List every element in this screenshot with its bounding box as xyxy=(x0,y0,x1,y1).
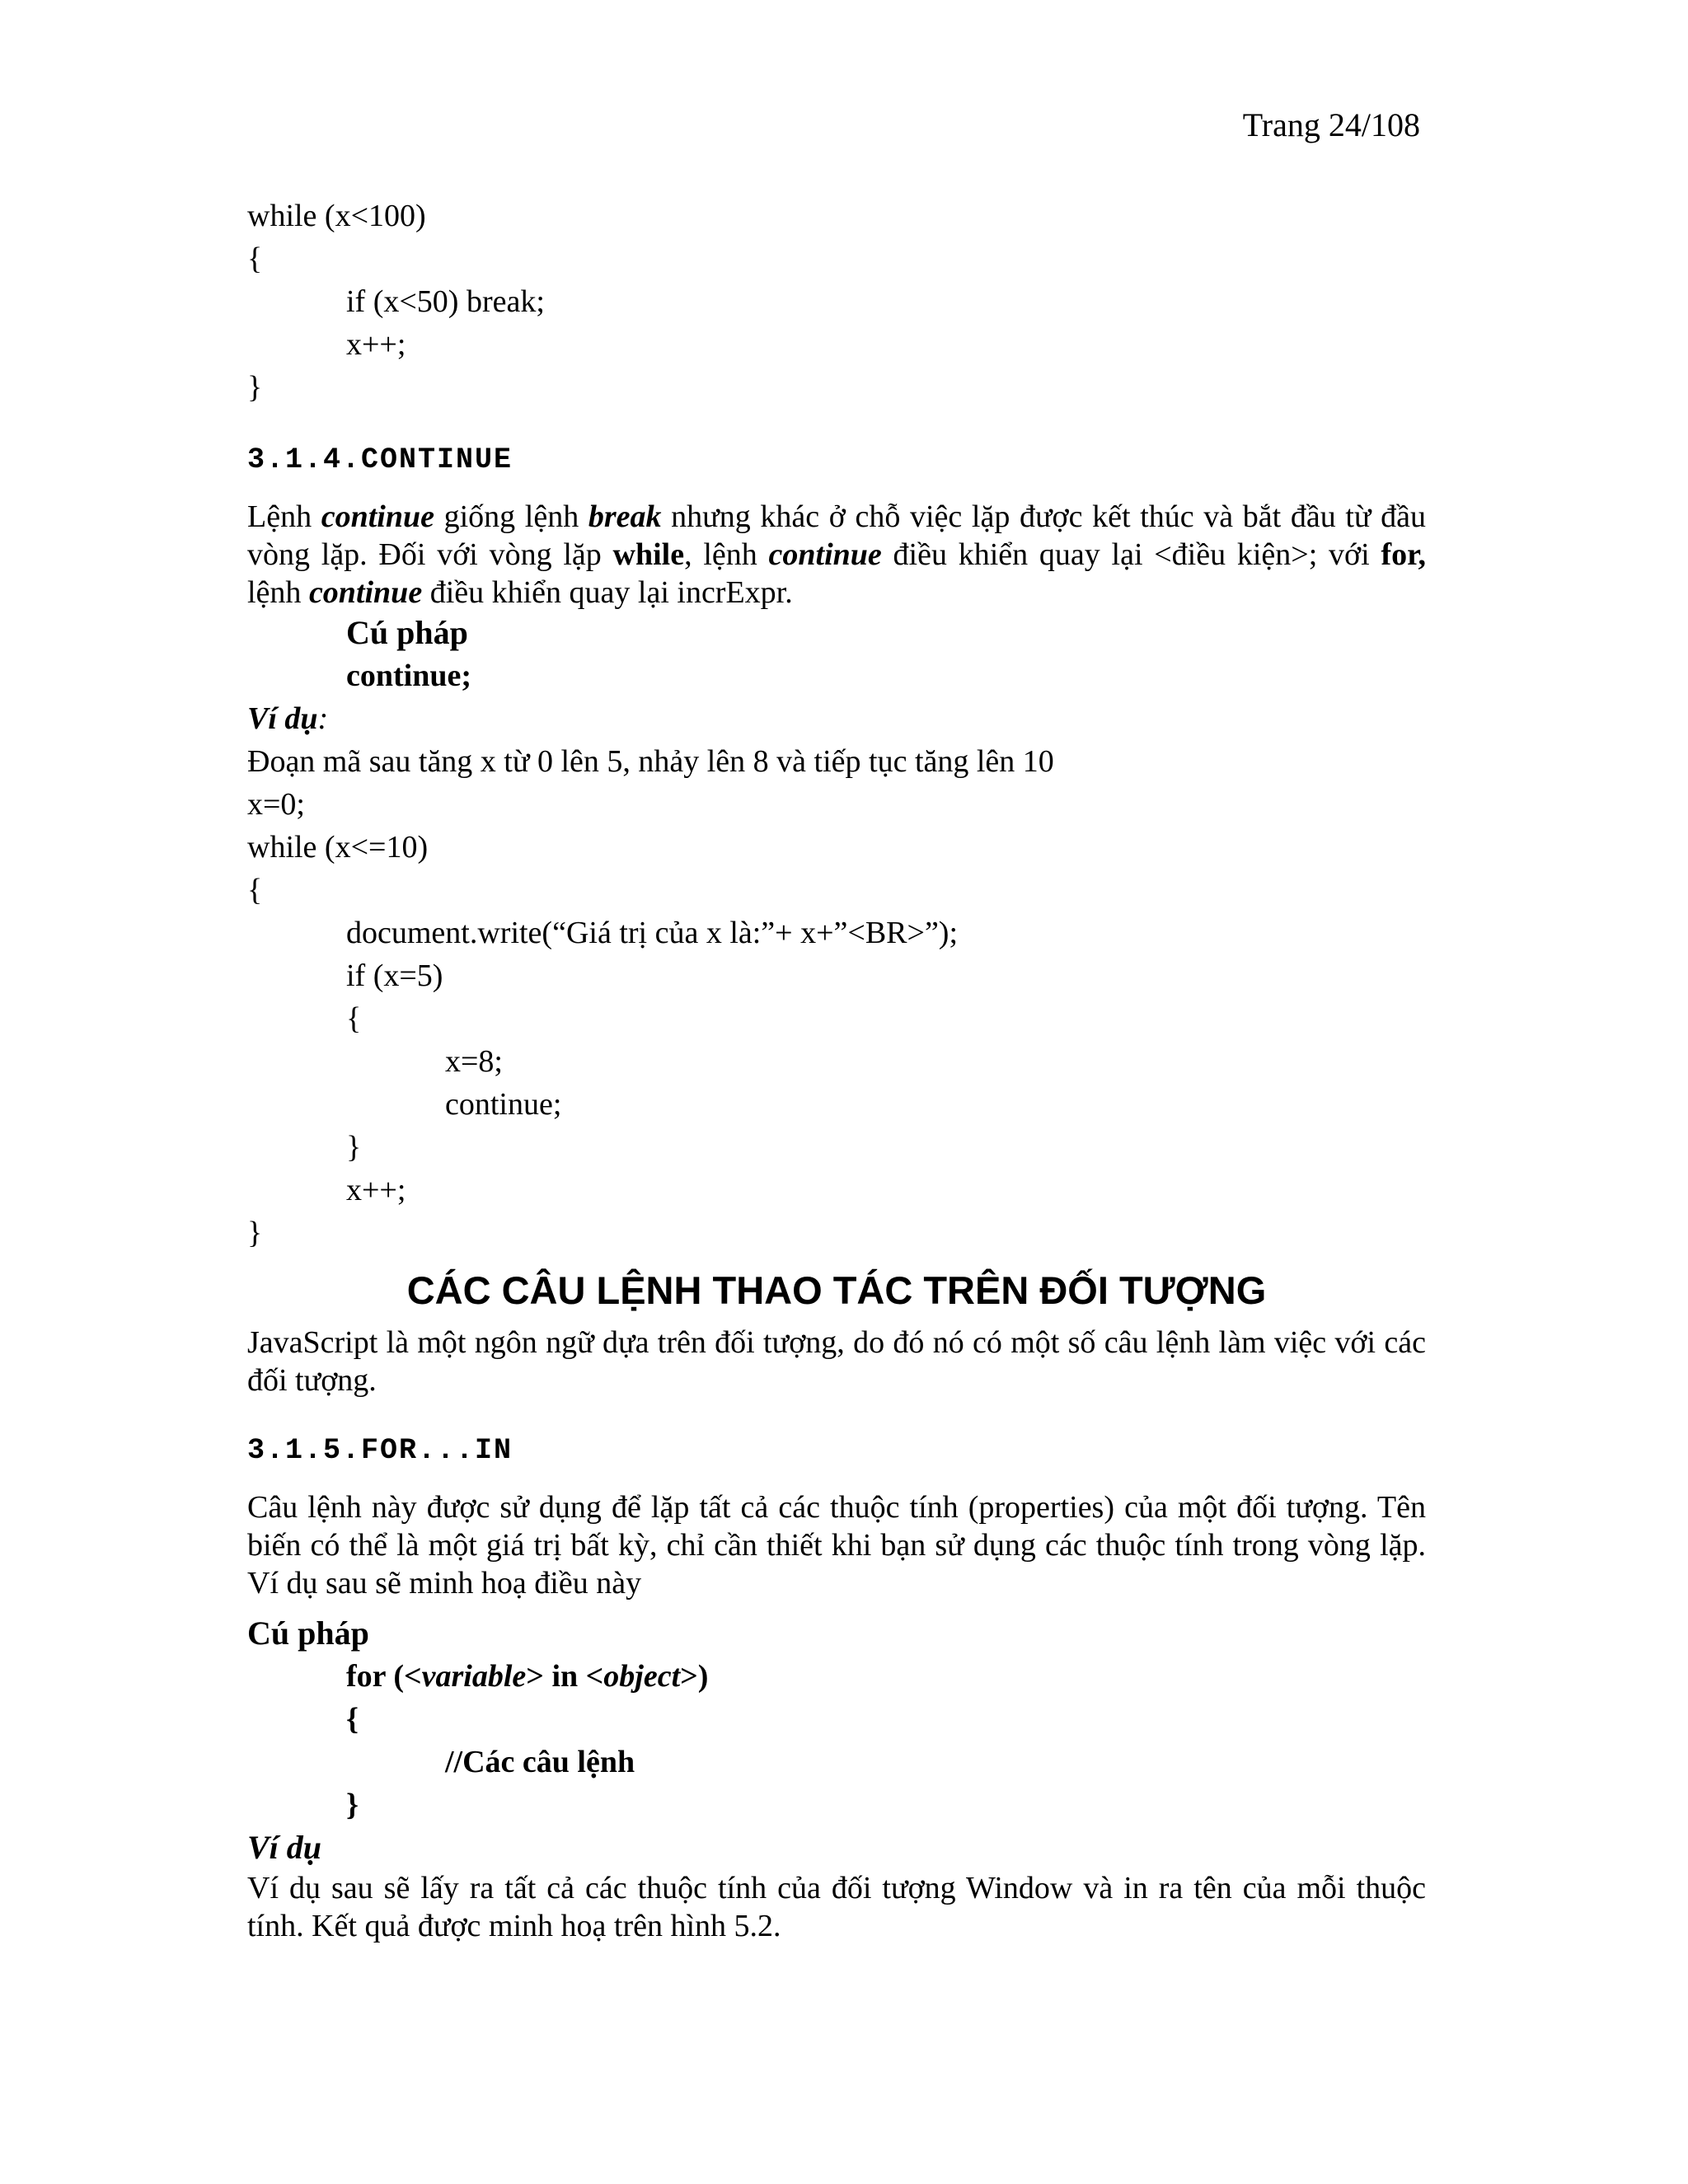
text-run: giống lệnh xyxy=(434,499,588,534)
syntax-block-for-in xyxy=(247,1655,1426,1826)
text-run: điều khiển quay lại <điều kiện>; với xyxy=(881,537,1381,572)
code-line: x=0; xyxy=(247,787,305,822)
continue-description xyxy=(247,498,1426,612)
code-block-break-example xyxy=(247,194,1426,409)
syntax-label: Cú pháp xyxy=(346,614,468,651)
keyword-while: while xyxy=(612,537,685,572)
example-label-colon: : xyxy=(317,701,329,736)
syntax-close-brace: } xyxy=(346,1788,359,1822)
syntax-token: > in < xyxy=(526,1659,604,1694)
page-content xyxy=(247,194,1426,1945)
example-label-text: Ví dụ xyxy=(247,701,318,736)
syntax-token: for (< xyxy=(346,1659,422,1694)
code-line: x++; xyxy=(346,1173,406,1207)
code-line: if (x<50) break; xyxy=(346,284,545,319)
section-heading-for-in: 3.1.5.FOR...IN xyxy=(247,1434,513,1467)
keyword-break: break xyxy=(588,499,662,534)
code-line: x=8; xyxy=(445,1044,503,1079)
text-run: nhưng khác ở chỗ việc lặp được kết thúc và bắt đầu từ đầu vòng lặp. Đối với vòng lặp xyxy=(247,499,1426,572)
for-in-example-description: Ví dụ sau sẽ lấy ra tất cả các thuộc tính của đối tượng Window và in ra tên của mỗi thuộc tính. Kết quả được minh hoạ trên hình 5.2. xyxy=(247,1871,1426,1943)
text-run: điều khiển quay lại incrExpr. xyxy=(422,575,793,610)
syntax-code: continue; xyxy=(346,658,471,693)
code-line: while (x<100) xyxy=(247,199,426,233)
code-line: continue; xyxy=(445,1087,562,1122)
text-run: Lệnh xyxy=(247,499,321,534)
text-run: , lệnh xyxy=(684,537,769,572)
syntax-comment: //Các câu lệnh xyxy=(445,1745,635,1779)
code-line: { xyxy=(346,1001,362,1036)
intro-paragraph: JavaScript là một ngôn ngữ dựa trên đối tượng, do đó nó có một số câu lệnh làm việc với các đối tượng. xyxy=(247,1325,1426,1398)
code-line: if (x=5) xyxy=(346,958,443,993)
syntax-open-brace: { xyxy=(346,1702,359,1736)
code-line: { xyxy=(247,241,263,276)
code-line: { xyxy=(247,873,263,907)
syntax-label: Cú pháp xyxy=(247,1615,369,1652)
syntax-for-line xyxy=(247,1655,1426,1698)
keyword-continue: continue xyxy=(321,499,434,534)
chapter-heading: CÁC CÂU LỆNH THAO TÁC TRÊN ĐỐI TƯỢNG xyxy=(406,1268,1267,1312)
syntax-object: object xyxy=(603,1659,681,1694)
for-in-description: Câu lệnh này được sử dụng để lặp tất cả các thuộc tính (properties) của một đối tượng. Tên biến có thể là một giá trị bất kỳ, chỉ cần thiết khi bạn sử dụng các thuộc tính trong vòng lặp. Ví dụ sau sẽ minh hoạ điều này xyxy=(247,1490,1426,1601)
syntax-variable: variable xyxy=(421,1659,527,1694)
code-block-continue-example xyxy=(247,783,1426,1254)
code-line: while (x<=10) xyxy=(247,830,429,865)
example-label: Ví dụ xyxy=(247,1829,322,1866)
syntax-token: >) xyxy=(680,1659,709,1694)
page-number: Trang 24/108 xyxy=(1242,106,1420,143)
code-line: } xyxy=(346,1130,362,1165)
section-heading-continue: 3.1.4.CONTINUE xyxy=(247,443,513,476)
example-label xyxy=(247,697,1426,740)
keyword-continue: continue xyxy=(308,575,423,610)
example-description: Đoạn mã sau tăng x từ 0 lên 5, nhảy lên 8 và tiếp tục tăng lên 10 xyxy=(247,744,1054,779)
code-line: } xyxy=(247,1216,263,1250)
keyword-for: for, xyxy=(1381,537,1426,572)
text-run: lệnh xyxy=(247,575,309,610)
code-line: } xyxy=(247,370,263,405)
code-line: document.write(“Giá trị của x là:”+ x+”<BR>”); xyxy=(346,916,959,950)
code-line: x++; xyxy=(346,327,406,362)
keyword-continue: continue xyxy=(768,537,882,572)
